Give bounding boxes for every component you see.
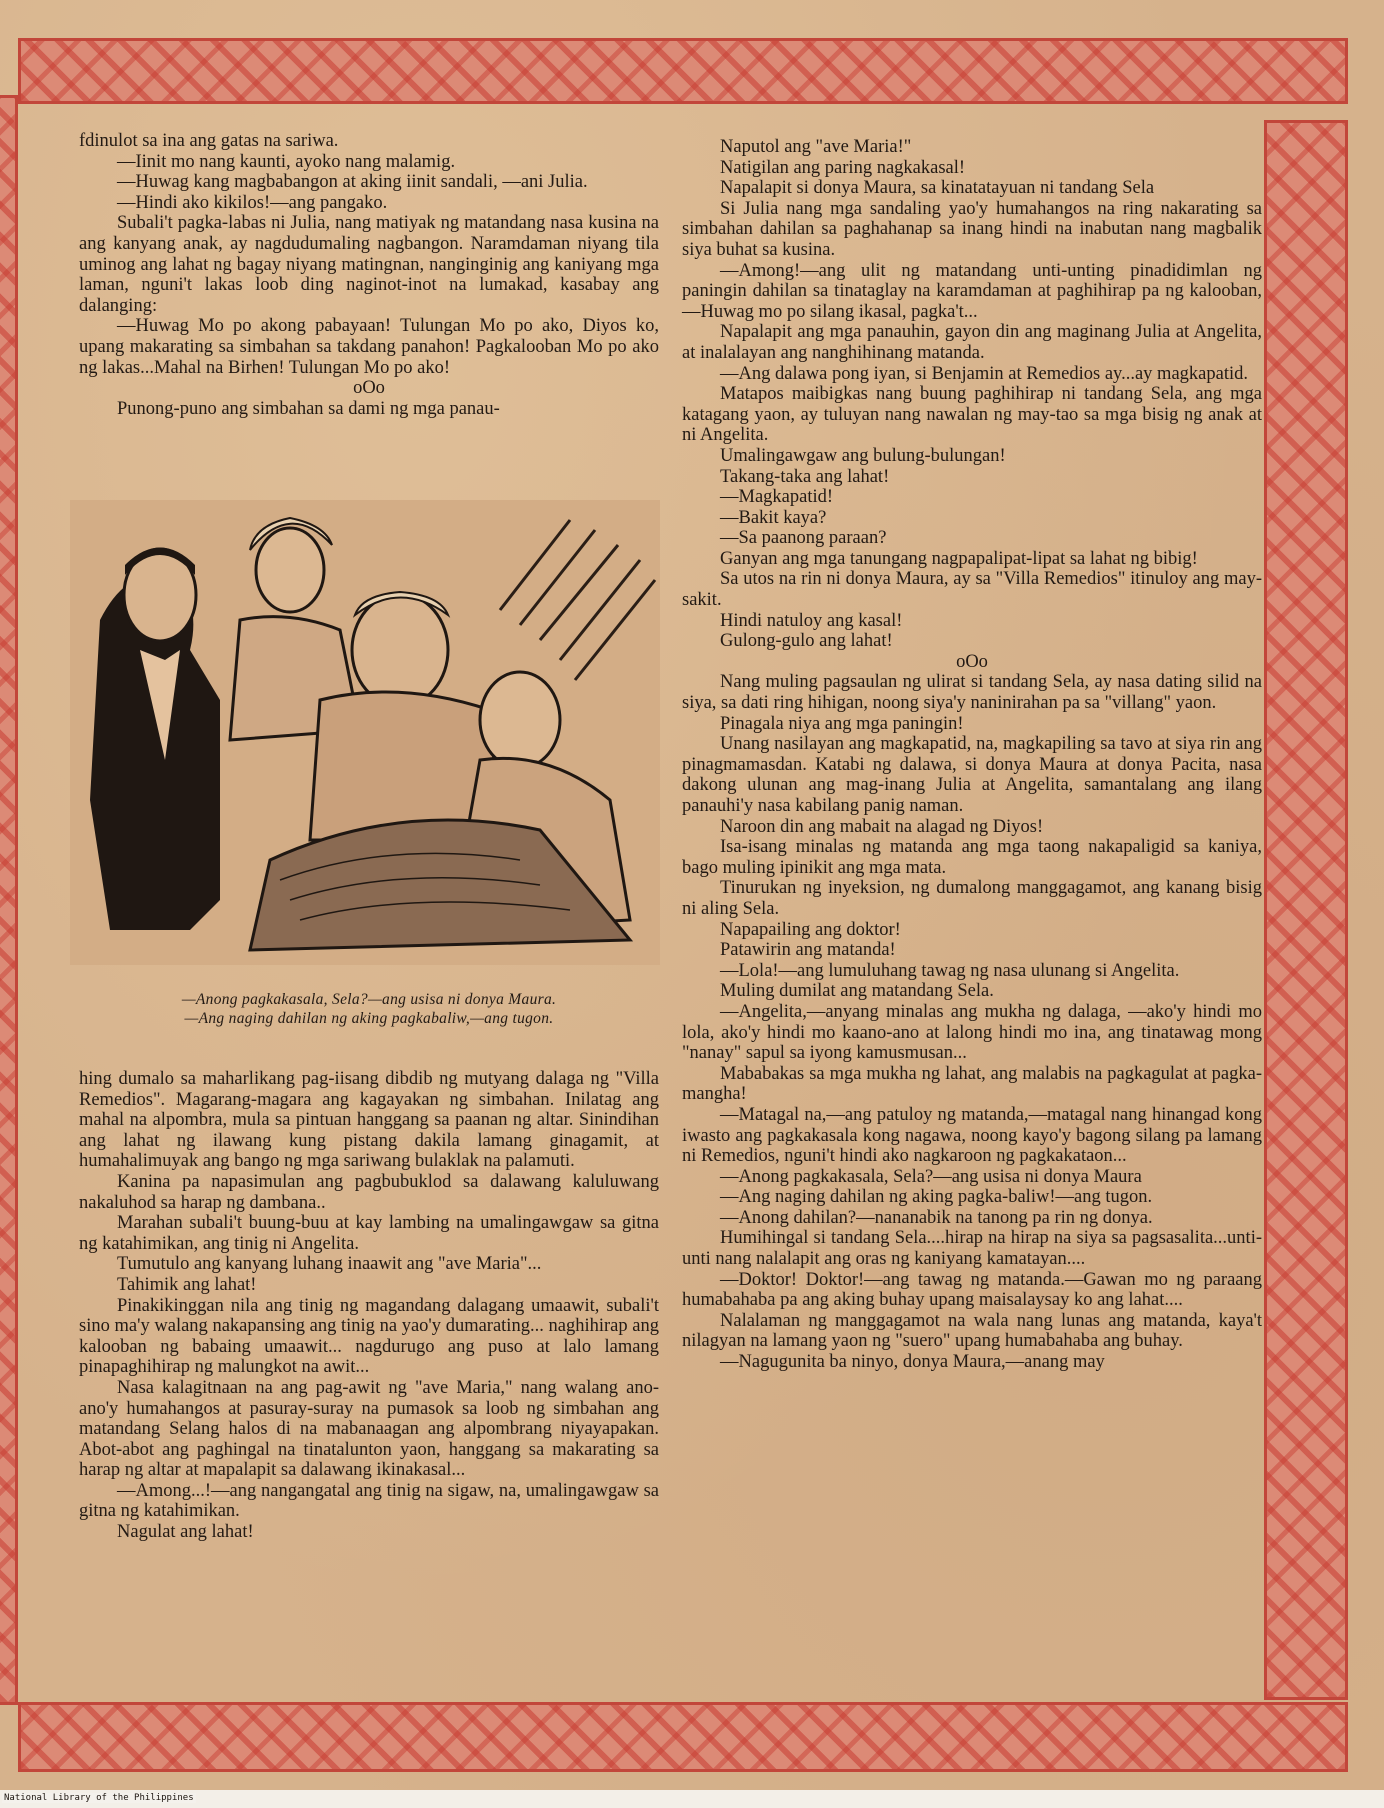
paragraph: Nalalaman ng manggagamot na wala nang lunas ang matanda, kaya't nilagyan na lamang yaon ng "suero" upang humabahaba ang buhay.	[682, 1310, 1262, 1352]
paragraph: —Ang dalawa pong iyan, si Benjamin at Remedios ay...ay magkapatid.	[720, 363, 1248, 384]
footer-credit: National Library of the Philippines	[4, 1793, 194, 1803]
paragraph: Patawirin ang matanda!	[720, 940, 896, 961]
paragraph: Naroon din ang mabait na alagad ng Diyos!	[720, 816, 1044, 837]
paragraph: Pinagala niya ang mga paningin!	[720, 713, 964, 734]
paragraph: —Magkapatid!	[720, 487, 834, 508]
story-illustration	[70, 500, 660, 965]
paragraph: Hindi natuloy ang kasal!	[720, 610, 903, 631]
paragraph: oOo	[956, 651, 988, 672]
illustration-caption	[79, 990, 659, 1028]
paragraph: Subali't pagka-labas ni Julia, nang matiyak ng matandang nasa kusina na ang kanyang anak, ay nagdudumaling nagbangon. Naramdaman niyang tila uminog ang lahat ng bagay niyang matingnan, nanginginig ang kaniyang mga laman, nguni't lakas loob ding naginot-inot na lumakad, kasabay ang dalanging:	[79, 213, 659, 316]
paragraph: —Doktor! Doktor!—ang tawag ng matanda.—Gawan mo ng paraang humabahaba pa ang aking buhay upang maisalaysay ko ang lahat....	[682, 1269, 1262, 1311]
paragraph: Tahimik ang lahat!	[117, 1274, 257, 1295]
paragraph: Napapailing ang doktor!	[720, 919, 901, 940]
paragraph: Punong-puno ang simbahan sa dami ng mga panau-	[117, 398, 500, 419]
right-decorative-border	[1264, 120, 1348, 1700]
paragraph: Umalingawgaw ang bulung-bulungan!	[720, 445, 1006, 466]
caption-line: —Ang naging dahilan ng aking pagkabaliw,—ang tugon.	[184, 1010, 554, 1027]
paragraph: fdinulot sa ina ang gatas na sariwa.	[79, 131, 339, 151]
paragraph: Isa-isang minalas ng matanda ang mga taong nakapaligid sa kaniya, bago muling ipinikit ang mga mata.	[682, 837, 1262, 878]
paragraph: Ganyan ang mga tanungang nagpapalipat-lipat sa lahat ng bibig!	[720, 548, 1198, 569]
paragraph: Napalapit ang mga panauhin, gayon din ang maginang Julia at Angelita, at inalalayan ang nanghihinang matanda.	[682, 322, 1262, 363]
paragraph: —Lola!—ang lumuluhang tawag ng nasa ulunang si Angelita.	[720, 960, 1180, 981]
paragraph: Pinakikinggan nila ang tinig ng magandang dalagang umaawit, subali't sino ma'y walang nakapansing ang tinig na yao'y dumarating... naghihirap ang kalooban ng babaing umaawit... nagdurugo ang puso at lalo lamang pinapaghihirap ng malungkot na awit...	[79, 1295, 659, 1378]
paragraph: Sa utos na rin ni donya Maura, ay sa "Villa Remedios" itinuloy ang may-sakit.	[682, 569, 1262, 611]
bottom-decorative-border	[18, 1702, 1348, 1772]
paragraph: oOo	[353, 378, 385, 399]
paragraph: Nang muling pagsaulan ng ulirat si tandang Sela, ay nasa dating silid na siya, sa dati ring hihigan, noong siya'y naninirahan pa sa "villang" yaon.	[682, 672, 1262, 714]
paragraph: Si Julia nang mga sandaling yao'y humahangos na ring nakarating sa simbahan dahilan sa paghahanap sa inang hindi na inabutan nang magbalik siya buhat sa kusina.	[682, 198, 1262, 260]
paragraph: —Matagal na,—ang patuloy ng matanda,—matagal nang hinangad kong iwasto ang pagkakasala kong nagawa, noong kayo'y bagong silang pa lamang ni Remedios, nguni't hindi ako nagkaroon ng pagkakataon...	[682, 1104, 1262, 1167]
paragraph: —Hindi ako kikilos!—ang pangako.	[117, 192, 388, 213]
paragraph: Napalapit si donya Maura, sa kinatatayuan ni tandang Sela	[720, 178, 1155, 199]
paragraph: —Huwag Mo po akong pabayaan! Tulungan Mo po ako, Diyos ko, upang makarating sa simbahan sa takdang panahon! Pagkalooban Mo po ako ng lakas...Mahal na Birhen! Tulungan Mo po ako!	[79, 316, 659, 378]
paragraph: Gulong-gulo ang lahat!	[720, 631, 893, 652]
paragraph: Tinurukan ng inyeksion, ng dumalong manggagamot, ang kanang bisig ni aling Sela.	[682, 878, 1262, 919]
right-column-text	[682, 137, 1262, 1373]
paragraph: —Huwag kang magbabangon at aking iinit sandali, —ani Julia.	[117, 172, 588, 193]
paragraph: hing dumalo sa maharlikang pag-iisang dibdib ng mutyang dalaga ng "Villa Remedios". Magarang-magara ang kagayakan ng simbahan. Inilatag ang mahal na alpombra, mula sa pintuan hanggang sa paanan ng altar. Sinindihan ang lahat ng ilawang kung pistang dakila lamang ginagamit, at humahalimuyak ang bango ng mga sariwang bulaklak na palamuti.	[79, 1069, 659, 1172]
paragraph: Unang nasilayan ang magkapatid, na, magkapiling sa tavo at siya rin ang pinagmamasdan. Katabi ng dalawa, si donya Maura at donya Pacita, nasa dakong ulunan ang mag-inang Julia at Angelita, samantalang ang ilang panauhi'y nasa kabilang panig naman.	[682, 734, 1262, 816]
paragraph: —Among...!—ang nangangatal ang tinig na sigaw, na, umalingawgaw sa gitna ng katahimikan.	[79, 1480, 659, 1522]
illustration-drawing	[70, 500, 660, 965]
paragraph: —Anong dahilan?—nananabik na tanong pa rin ng donya.	[720, 1207, 1153, 1228]
paragraph: Kanina pa napasimulan ang pagbubuklod sa dalawang kaluluwang nakaluhod sa harap ng dambana..	[79, 1171, 659, 1213]
paragraph: Nasa kalagitnaan na ang pag-awit ng "ave Maria," nang walang ano-ano'y humahangos at pasuray-suray na pumasok sa loob ng simbahan ang matandang Selang halos di na mabanaagan ang alpombrang niyayapakan. Abot-abot ang paghingal na tinatalunton yaon, hanggang sa makarating sa harap ng altar at mapalapit sa dalawang ikinakasal...	[79, 1377, 659, 1481]
paragraph: —Among!—ang ulit ng matandang unti-unting pinadidimlan ng paningin dahilan sa tinataglay na karamdaman at paghihirap pa ng kalooban,—Huwag mo po silang ikasal, pagka't...	[682, 260, 1262, 322]
left-column-top-text	[79, 131, 659, 419]
scan-footer-strip	[0, 1790, 1384, 1808]
paragraph: Muling dumilat ang matandang Sela.	[720, 981, 994, 1002]
paragraph: Naputol ang "ave Maria!"	[720, 137, 912, 157]
paragraph: Matapos maibigkas nang buung paghihirap ni tandang Sela, ang mga katagang yaon, ay tuluyan nang nawalan ng may-tao sa mga bisig ng anak at ni Angelita.	[682, 384, 1262, 446]
paragraph: Humihingal si tandang Sela....hirap na hirap na siya sa pagsasalita...unti-unti nang nalalapit ang oras ng kaniyang kamatayan....	[682, 1228, 1262, 1270]
paragraph: Takang-taka ang lahat!	[720, 466, 890, 487]
paragraph: —Angelita,—anyang minalas ang mukha ng dalaga, —ako'y hindi mo lola, ako'y hindi mo kaano-ano at lalong hindi mo ina, ang tinatawag mong "nanay" sapul sa iyong kamusmusan...	[682, 1001, 1262, 1064]
caption-line: —Anong pagkakasala, Sela?—ang usisa ni donya Maura.	[181, 991, 557, 1008]
paragraph: —Anong pagkakasala, Sela?—ang usisa ni donya Maura	[720, 1166, 1142, 1187]
paragraph: Marahan subali't buung-buu at kay lambing na umalingawgaw sa gitna ng katahimikan, ang tinig ni Angelita.	[79, 1213, 659, 1254]
left-decorative-border	[0, 95, 18, 1705]
paragraph: Natigilan ang paring nagkakasal!	[720, 157, 966, 178]
left-column-bottom-text	[79, 1069, 659, 1543]
paragraph: Tumutulo ang kanyang luhang inaawit ang "ave Maria"...	[117, 1254, 542, 1275]
paragraph: —Iinit mo nang kaunti, ayoko nang malamig.	[117, 151, 456, 172]
paragraph: —Nagugunita ba ninyo, donya Maura,—anang may	[720, 1352, 1105, 1373]
paragraph: Nagulat ang lahat!	[117, 1522, 254, 1543]
paragraph: Mababakas sa mga mukha ng lahat, ang malabis na pagkagulat at pagka-mangha!	[682, 1063, 1262, 1105]
top-decorative-border	[18, 38, 1348, 104]
paragraph: —Bakit kaya?	[720, 507, 827, 528]
paragraph: —Ang naging dahilan ng aking pagka-baliw!—ang tugon.	[720, 1187, 1153, 1208]
paragraph: —Sa paanong paraan?	[720, 528, 887, 549]
